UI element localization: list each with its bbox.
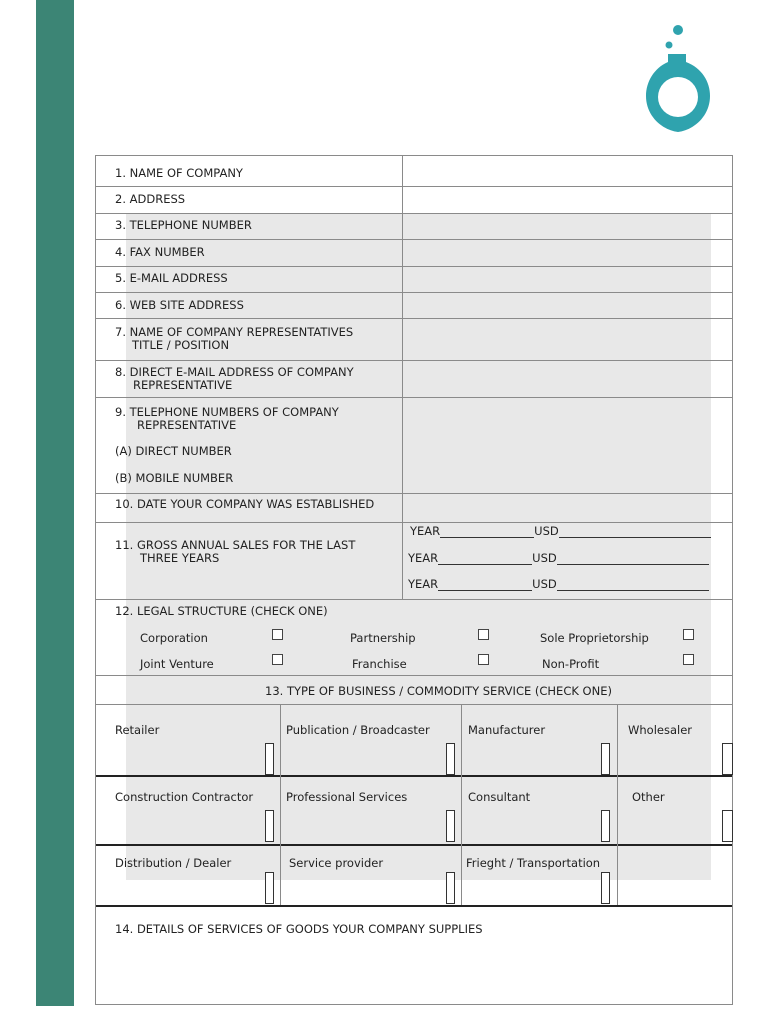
field-rep-phone-label: 9. TELEPHONE NUMBERS OF COMPANY xyxy=(115,405,339,419)
professional-services-checkbox[interactable] xyxy=(446,810,455,842)
partnership-checkbox[interactable] xyxy=(478,629,489,640)
business-type-title: 13. TYPE OF BUSINESS / COMMODITY SERVICE (CHECK ONE) xyxy=(265,684,612,698)
retailer-checkbox[interactable] xyxy=(265,743,274,775)
field-fax-label: 4. FAX NUMBER xyxy=(115,245,205,259)
business-option-label: Professional Services xyxy=(286,790,408,804)
consultant-checkbox[interactable] xyxy=(601,810,610,842)
business-option-label: Frieght / Transportation xyxy=(466,856,601,870)
wholesaler-checkbox[interactable] xyxy=(722,743,733,775)
field-telephone-label: 3. TELEPHONE NUMBER xyxy=(115,218,252,232)
business-option-label: Construction Contractor xyxy=(115,790,254,804)
freight-transportation-checkbox[interactable] xyxy=(601,872,610,904)
field-address-label: 2. ADDRESS xyxy=(115,192,186,206)
flask-icon xyxy=(628,18,724,140)
sales-row-2[interactable] xyxy=(408,552,709,565)
business-option-label: Wholesaler xyxy=(628,723,693,737)
sales-row-3[interactable] xyxy=(408,578,709,591)
business-option-label: Distribution / Dealer xyxy=(115,856,232,870)
usd-label: USD xyxy=(532,577,557,591)
business-option-label: Consultant xyxy=(468,790,531,804)
business-option-label: Other xyxy=(632,790,665,804)
distribution-dealer-checkbox[interactable] xyxy=(265,872,274,904)
year-label: YEAR xyxy=(408,577,439,591)
joint-venture-checkbox[interactable] xyxy=(272,654,283,665)
service-provider-checkbox[interactable] xyxy=(446,872,455,904)
field-rep-email-sublabel: REPRESENTATIVE xyxy=(133,378,233,392)
publication-broadcaster-checkbox[interactable] xyxy=(446,743,455,775)
year-label: YEAR xyxy=(410,524,441,538)
fax-input[interactable] xyxy=(403,240,733,266)
address-input[interactable] xyxy=(403,187,733,213)
details-textarea[interactable] xyxy=(97,942,733,1004)
field-email-label: 5. E-MAIL ADDRESS xyxy=(115,271,228,285)
field-rep-phone-sublabel: REPRESENTATIVE xyxy=(137,418,237,432)
legal-structure-title: 12. LEGAL STRUCTURE (CHECK ONE) xyxy=(115,604,328,618)
business-option-label: Manufacturer xyxy=(468,723,546,737)
website-input[interactable] xyxy=(403,293,733,318)
field-website-label: 6. WEB SITE ADDRESS xyxy=(115,298,244,312)
usd-label: USD xyxy=(532,551,557,565)
usd-label: USD xyxy=(534,524,559,538)
legal-option-label: Partnership xyxy=(350,631,416,645)
field-established-label: 10. DATE YOUR COMPANY WAS ESTABLISHED xyxy=(115,497,375,511)
year-label: YEAR xyxy=(408,551,439,565)
company-name-input[interactable] xyxy=(403,157,733,186)
representative-input[interactable] xyxy=(403,319,733,360)
mobile-number-label: (B) MOBILE NUMBER xyxy=(115,471,234,485)
telephone-input[interactable] xyxy=(403,214,733,239)
field-gross-sales-sublabel: THREE YEARS xyxy=(140,551,220,565)
field-company-name-label: 1. NAME OF COMPANY xyxy=(115,166,243,180)
manufacturer-checkbox[interactable] xyxy=(601,743,610,775)
direct-number-label: (A) DIRECT NUMBER xyxy=(115,444,232,458)
side-accent-bar xyxy=(36,0,74,1006)
established-date-input[interactable] xyxy=(403,494,733,522)
sales-row-1[interactable] xyxy=(410,525,711,538)
sole-proprietorship-checkbox[interactable] xyxy=(683,629,694,640)
company-registration-form xyxy=(95,155,733,1005)
corporation-checkbox[interactable] xyxy=(272,629,283,640)
non-profit-checkbox[interactable] xyxy=(683,654,694,665)
legal-option-label: Non-Profit xyxy=(542,657,600,671)
field-representatives-label: 7. NAME OF COMPANY REPRESENTATIVES xyxy=(115,325,354,339)
field-rep-email-label: 8. DIRECT E-MAIL ADDRESS OF COMPANY xyxy=(115,365,354,379)
field-representatives-sublabel: TITLE / POSITION xyxy=(132,338,230,352)
business-option-label: Retailer xyxy=(115,723,160,737)
business-option-label: Publication / Broadcaster xyxy=(286,723,430,737)
other-checkbox[interactable] xyxy=(722,810,733,842)
email-input[interactable] xyxy=(403,267,733,292)
legal-option-label: Sole Proprietorship xyxy=(540,631,649,645)
details-title: 14. DETAILS OF SERVICES OF GOODS YOUR COMPANY SUPPLIES xyxy=(115,922,483,936)
legal-option-label: Joint Venture xyxy=(140,657,214,671)
construction-contractor-checkbox[interactable] xyxy=(265,810,274,842)
legal-option-label: Corporation xyxy=(140,631,208,645)
business-option-label: Service provider xyxy=(289,856,384,870)
legal-option-label: Franchise xyxy=(352,657,407,671)
representative-email-input[interactable] xyxy=(403,361,733,397)
representative-phone-input[interactable] xyxy=(403,398,733,493)
field-gross-sales-label: 11. GROSS ANNUAL SALES FOR THE LAST xyxy=(115,538,356,552)
franchise-checkbox[interactable] xyxy=(478,654,489,665)
